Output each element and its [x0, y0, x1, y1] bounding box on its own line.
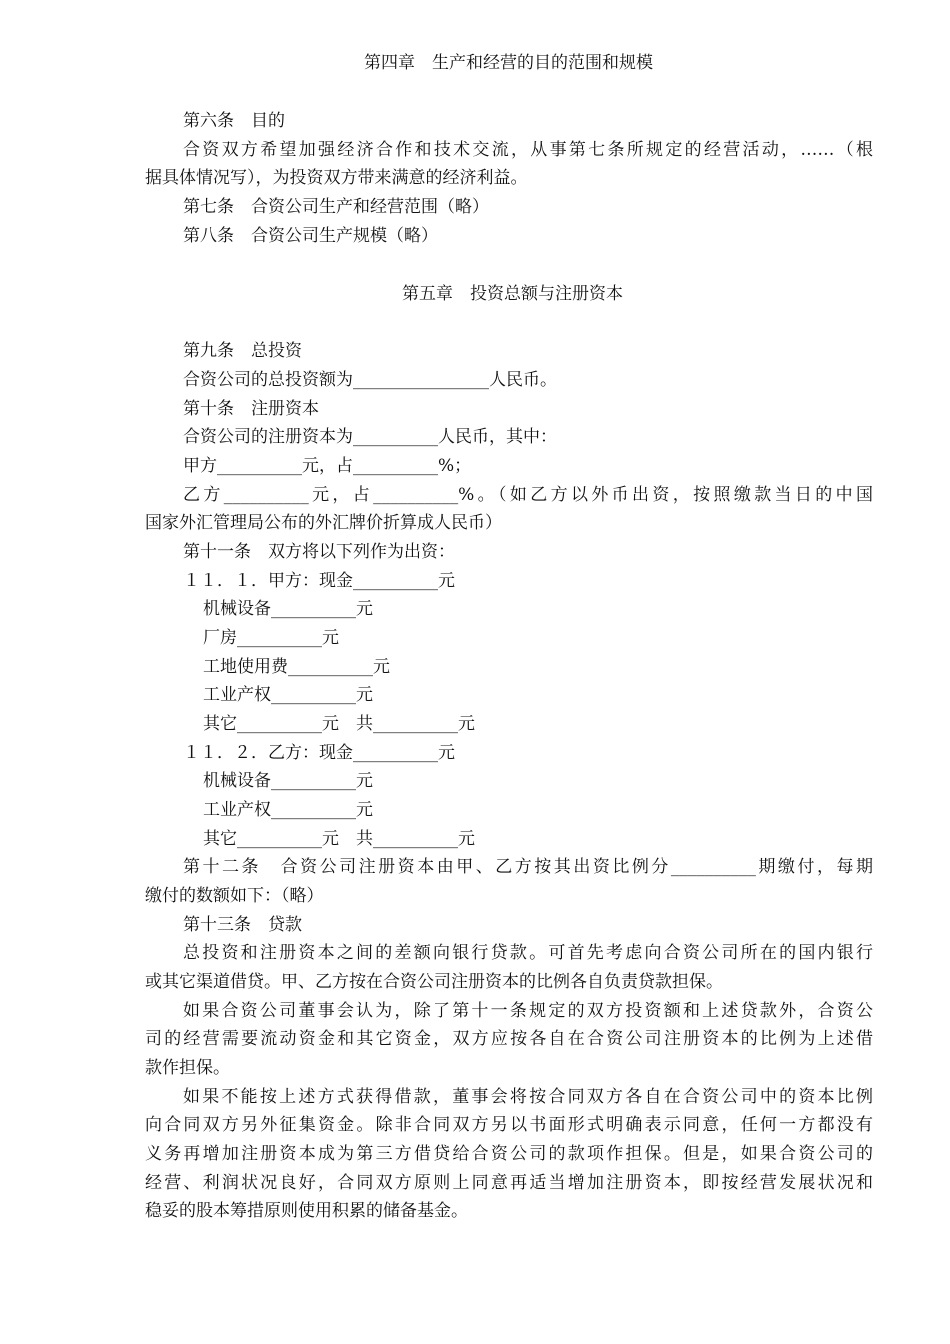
article-9-text: 合资公司的总投资额为________________人民币。: [183, 370, 557, 390]
article-10-party-b-line-1: 乙方__________元，占__________%。（如乙方以外币出资，按照缴款当日的中国: [183, 485, 873, 505]
article-10-title: 第十条 注册资本: [183, 399, 319, 419]
article-13-p2-line-2: 司的经营需要流动资金和其它资金，双方应按各自在合资公司注册资本的比例为上述借: [145, 1029, 873, 1049]
article-11-2-ip: 工业产权__________元: [203, 800, 373, 820]
article-11-1-site-fee: 工地使用费__________元: [203, 657, 390, 677]
article-13-title: 第十三条 贷款: [183, 915, 302, 935]
article-13-p3-line-1: 如果不能按上述方式获得借款，董事会将按合同双方各自在合资公司中的资本比例: [183, 1087, 873, 1107]
article-13-p3-line-3: 义务再增加注册资本成为第三方借贷给合资公司的款项作担保。但是，如果合资公司的: [145, 1144, 873, 1164]
article-10-party-a: 甲方__________元，占__________%；: [183, 456, 472, 476]
article-13-p3-line-4: 经营、利润状况良好，合同双方原则上同意再适当增加注册资本，即按经营发展状况和: [145, 1173, 873, 1193]
article-9-title: 第九条 总投资: [183, 341, 302, 361]
article-6-text-line-2: 据具体情况写），为投资双方带来满意的经济利益。: [145, 168, 528, 188]
article-7: 第七条 合资公司生产和经营范围（略）: [183, 197, 489, 217]
article-13-p3-line-2: 向合同双方另外征集资金。除非合同双方另以书面形式明确表示同意，任何一方都没有: [145, 1115, 873, 1135]
article-10-party-b-line-2: 国家外汇管理局公布的外汇牌价折算成人民币）: [145, 513, 502, 533]
article-11-1: １１．１．甲方：现金__________元: [183, 571, 455, 591]
article-8: 第八条 合资公司生产规模（略）: [183, 226, 438, 246]
article-12-line-1: 第十二条 合资公司注册资本由甲、乙方按其出资比例分__________期缴付，每期: [183, 857, 873, 877]
article-13-p2-line-3: 款作担保。: [145, 1058, 230, 1078]
article-6-title: 第六条 目的: [183, 111, 285, 131]
article-13-p2-line-1: 如果合资公司董事会认为，除了第十一条规定的双方投资额和上述贷款外，合资公: [183, 1001, 873, 1021]
article-10-text: 合资公司的注册资本为__________人民币，其中：: [183, 427, 557, 447]
article-13-p3-line-5: 稳妥的股本筹措原则使用积累的储备基金。: [145, 1201, 468, 1221]
article-11-1-other-total: 其它__________元 共__________元: [203, 714, 475, 734]
chapter-4-title: 第四章 生产和经营的目的范围和规模: [364, 53, 653, 73]
article-11-2-other-total: 其它__________元 共__________元: [203, 829, 475, 849]
article-13-p1-line-2: 或其它渠道借贷。甲、乙方按在合资公司注册资本的比例各自负责贷款担保。: [145, 972, 723, 992]
article-11-1-machinery: 机械设备__________元: [203, 599, 373, 619]
article-12-line-2: 缴付的数额如下：（略）: [145, 886, 324, 906]
article-11-2: １１．２．乙方：现金__________元: [183, 743, 455, 763]
article-13-p1-line-1: 总投资和注册资本之间的差额向银行贷款。可首先考虑向合资公司所在的国内银行: [183, 943, 873, 963]
chapter-5-title: 第五章 投资总额与注册资本: [402, 284, 623, 304]
article-11-1-plant: 厂房__________元: [203, 628, 339, 648]
article-11-1-ip: 工业产权__________元: [203, 685, 373, 705]
article-11-2-machinery: 机械设备__________元: [203, 771, 373, 791]
article-6-text-line-1: 合资双方希望加强经济合作和技术交流，从事第七条所规定的经营活动，……（根: [183, 140, 873, 160]
article-11-title: 第十一条 双方将以下列作为出资：: [183, 542, 455, 562]
